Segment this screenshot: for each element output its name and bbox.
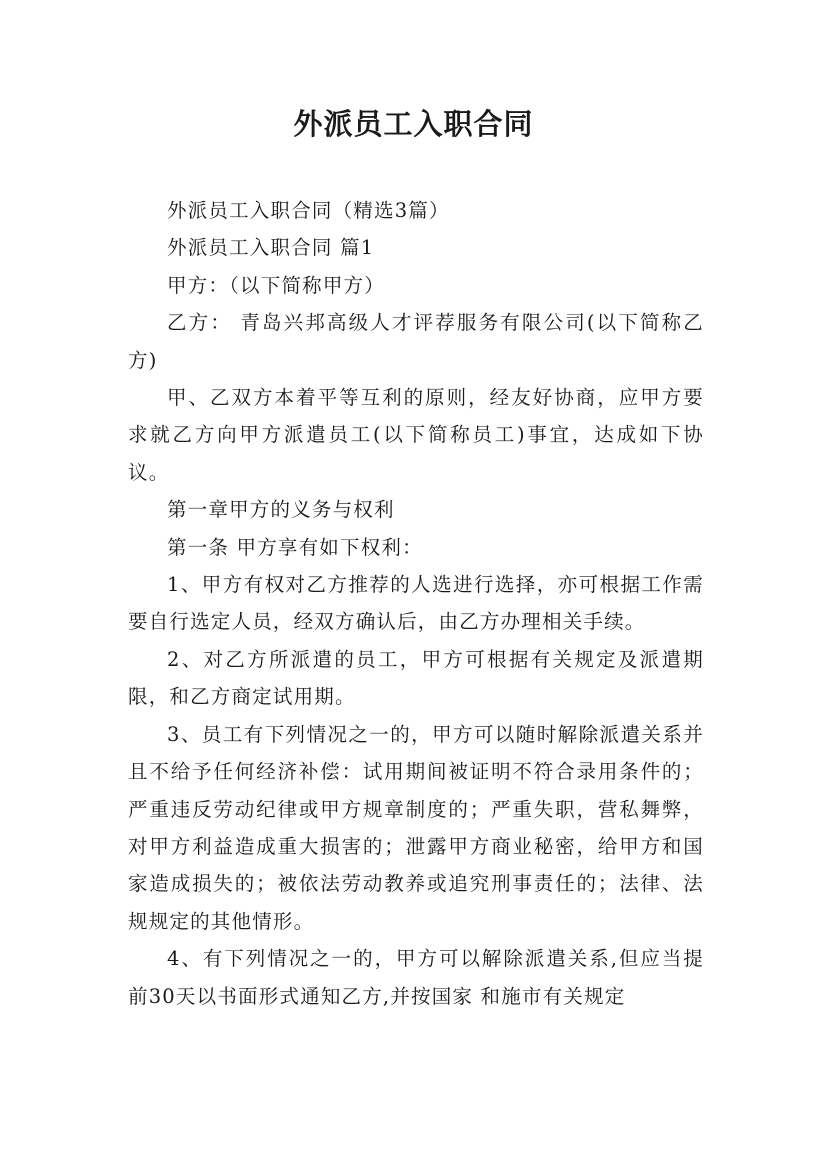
paragraph-section-heading: 外派员工入职合同 篇1 (167, 236, 375, 260)
paragraph-party-a: 甲方：（以下简称甲方） (167, 273, 385, 297)
paragraph-clause-4: 4、有下列情况之一的，甲方可以解除派遣关系,但应当提前30天以书面形式通知乙方,并按国家 和施市有关规定 (128, 947, 704, 1008)
paragraph-clause-1: 1、甲方有权对乙方推荐的人选进行选择，亦可根据工作需要自行选定人员，经双方确认后，由乙方办理相关手续。 (128, 573, 704, 634)
paragraph-article-one: 第一条 甲方享有如下权利： (167, 535, 423, 559)
paragraph-chapter-one: 第一章甲方的义务与权利 (167, 498, 395, 522)
paragraph-subtitle: 外派员工入职合同（精选3篇） (167, 199, 450, 222)
paragraph-clause-2: 2、对乙方所派遣的员工，甲方可根据有关规定及派遣期限，和乙方商定试用期。 (128, 647, 704, 709)
document-title: 外派员工入职合同 (293, 107, 534, 141)
document-body (128, 192, 704, 1015)
paragraph-party-b: 乙方： 青岛兴邦高级人才评荐服务有限公司(以下简称乙方) (128, 311, 704, 372)
paragraph-clause-3: 3、员工有下列情况之一的，甲方可以随时解除派遣关系并且不给予任何经济补偿：试用期间被证明不符合录用条件的；严重违反劳动纪律或甲方规章制度的；严重失职，营私舞弊，对甲方利益造成重大损害的；泄露甲方商业秘密，给甲方和国家造成损失的；被依法劳动教养或追究刑事责任的；法律、法规规定的其他情形。 (128, 722, 704, 933)
paragraph-preamble: 甲、乙双方本着平等互利的原则，经友好协商，应甲方要求就乙方向甲方派遣员工(以下简称员工)事宜，达成如下协议。 (128, 386, 704, 484)
